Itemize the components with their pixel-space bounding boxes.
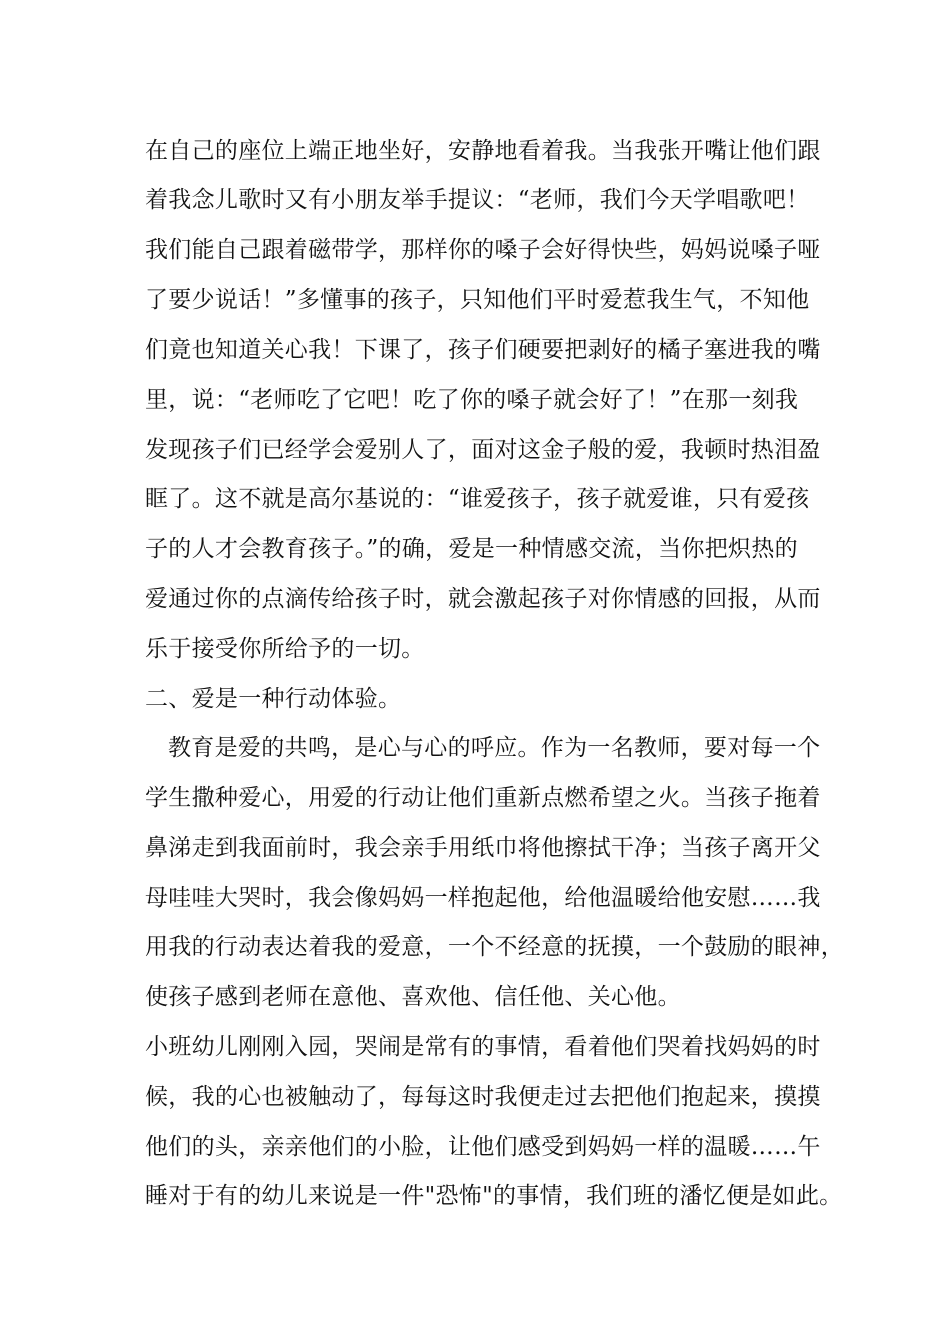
- text-line: 候，我的心也被触动了，每每这时我便走过去把他们抱起来，摸摸: [145, 1084, 821, 1110]
- text-line: 乐于接受你所给予的一切。: [145, 636, 425, 662]
- text-line: 子的人才会教育孩子。”的确，爱是一种情感交流，当你把炽热的: [145, 536, 798, 562]
- text-line: 里，说：“老师吃了它吧！吃了你的嗓子就会好了！”在那一刻我: [145, 387, 799, 413]
- text-line: 我们能自己跟着磁带学，那样你的嗓子会好得快些，妈妈说嗓子哑: [145, 237, 821, 263]
- text-line: 在自己的座位上端正地坐好，安静地看着我。当我张开嘴让他们跟: [145, 138, 821, 164]
- text-line: 他们的头，亲亲他们的小脸，让他们感受到妈妈一样的温暖……午: [145, 1134, 821, 1160]
- text-line: 发现孩子们已经学会爱别人了，面对这金子般的爱，我顿时热泪盈: [145, 437, 821, 463]
- text-line: 使孩子感到老师在意他、喜欢他、信任他、关心他。: [145, 984, 681, 1010]
- text-line: 教育是爱的共鸣，是心与心的呼应。作为一名教师，要对每一个: [168, 735, 821, 761]
- text-line: 爱通过你的点滴传给孩子时，就会激起孩子对你情感的回报，从而: [145, 586, 821, 612]
- text-line: 着我念儿歌时又有小朋友举手提议：“老师，我们今天学唱歌吧！: [145, 187, 810, 213]
- text-line: 小班幼儿刚刚入园，哭闹是常有的事情，看着他们哭着找妈妈的时: [145, 1034, 821, 1060]
- text-line: 了要少说话！”多懂事的孩子，只知他们平时爱惹我生气，不知他: [145, 287, 810, 313]
- text-line: 母哇哇大哭时，我会像妈妈一样抱起他，给他温暖给他安慰……我: [145, 885, 821, 911]
- text-line: 们竟也知道关心我！下课了，孩子们硬要把剥好的橘子塞进我的嘴: [145, 337, 821, 363]
- text-line: 用我的行动表达着我的爱意，一个不经意的抚摸，一个鼓励的眼神，: [145, 934, 844, 960]
- text-line: 学生撒种爱心，用爱的行动让他们重新点燃希望之火。当孩子拖着: [145, 785, 821, 811]
- text-line: 鼻涕走到我面前时，我会亲手用纸巾将他擦拭干净；当孩子离开父: [145, 835, 821, 861]
- section-heading: 二、爱是一种行动体验。: [145, 686, 402, 712]
- text-line: 眶了。这不就是高尔基说的：“谁爱孩子，孩子就爱谁，只有爱孩: [145, 486, 810, 512]
- text-line: 睡对于有的幼儿来说是一件"恐怖"的事情，我们班的潘忆便是如此。: [145, 1183, 843, 1209]
